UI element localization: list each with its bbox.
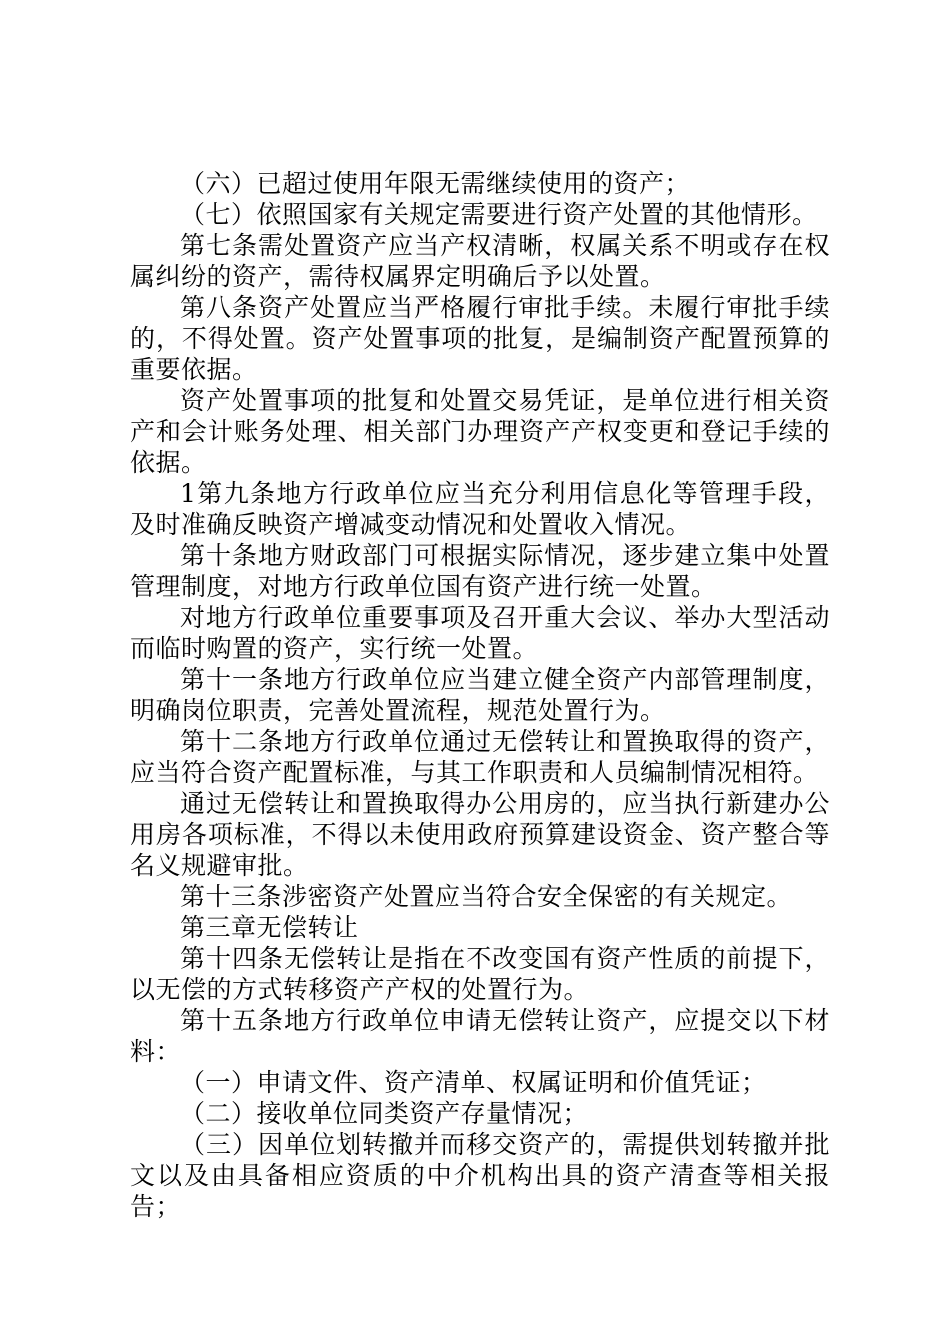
paragraph-item-1-clause: （一）申请文件、资产清单、权属证明和价值凭证； <box>180 1068 767 1097</box>
paragraph-item-7-clause: （七）依照国家有关规定需要进行资产处置的其他情形。 <box>180 200 818 229</box>
paragraph-article-10-continued: 对地方行政单位重要事项及召开重大会议、举办大型活动而临时购置的资产，实行统一处置。 <box>130 603 830 663</box>
document-body <box>130 168 830 1222</box>
paragraph-article-12-continued: 通过无偿转让和置换取得办公用房的，应当执行新建办公用房各项标准，不得以未使用政府预算建设资金、资产整合等名义规避审批。 <box>130 789 830 880</box>
paragraph-article-13: 第十三条涉密资产处置应当符合安全保密的有关规定。 <box>180 882 793 911</box>
chapter-heading: 第三章无偿转让 <box>180 913 359 942</box>
paragraph-article-14: 第十四条无偿转让是指在不改变国有资产性质的前提下，以无偿的方式转移资产产权的处置行为。 <box>130 944 830 1004</box>
paragraph-article-7: 第七条需处置资产应当产权清晰，权属关系不明或存在权属纠纷的资产，需待权属界定明确后予以处置。 <box>130 231 830 291</box>
paragraph-article-10: 第十条地方财政部门可根据实际情况，逐步建立集中处置管理制度，对地方行政单位国有资产进行统一处置。 <box>130 541 830 601</box>
paragraph-item-2-clause: （二）接收单位同类资产存量情况； <box>180 1099 589 1128</box>
paragraph-article-9: 1第九条地方行政单位应当充分利用信息化等管理手段，及时准确反映资产增减变动情况和处置收入情况。 <box>130 479 830 539</box>
paragraph-item-3-clause: （三）因单位划转撤并而移交资产的，需提供划转撤并批文以及由具备相应资质的中介机构出具的资产清查等相关报告； <box>130 1130 830 1221</box>
paragraph-article-15: 第十五条地方行政单位申请无偿转让资产，应提交以下材料： <box>130 1006 830 1066</box>
paragraph-article-11: 第十一条地方行政单位应当建立健全资产内部管理制度，明确岗位职责，完善处置流程，规范处置行为。 <box>130 665 830 725</box>
paragraph-article-12: 第十二条地方行政单位通过无偿转让和置换取得的资产，应当符合资产配置标准，与其工作职责和人员编制情况相符。 <box>130 727 830 787</box>
paragraph-item-6-clause: （六）已超过使用年限无需继续使用的资产； <box>180 169 691 198</box>
paragraph-article-8-continued: 资产处置事项的批复和处置交易凭证，是单位进行相关资产和会计账务处理、相关部门办理资产产权变更和登记手续的依据。 <box>130 386 830 477</box>
paragraph-article-8: 第八条资产处置应当严格履行审批手续。未履行审批手续的，不得处置。资产处置事项的批复，是编制资产配置预算的重要依据。 <box>130 293 830 384</box>
